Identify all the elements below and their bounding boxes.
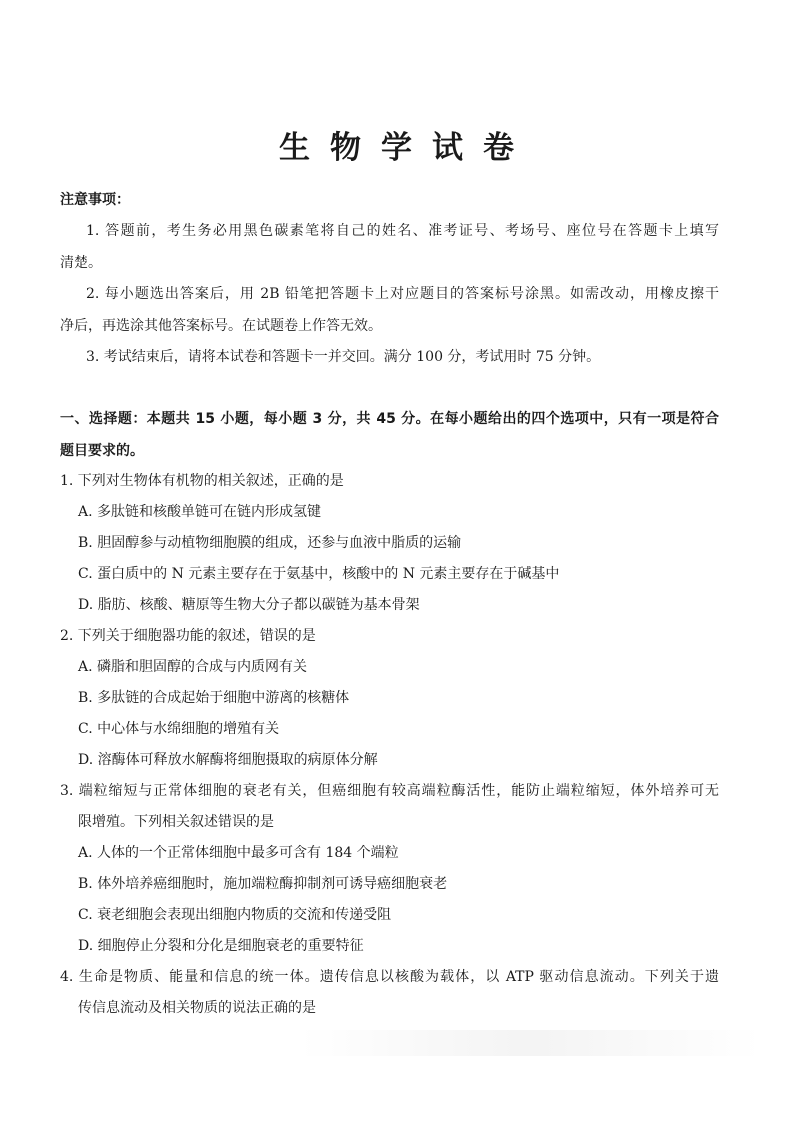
section-heading-cont: 题目要求的。	[60, 443, 144, 459]
question-3-option-b: B. 体外培养癌细胞时，施加端粒酶抑制剂可诱导癌细胞衰老	[78, 876, 448, 892]
question-1-option-d: D. 脂肪、核酸、糖原等生物大分子都以碳链为基本骨架	[78, 597, 420, 613]
exam-title: 生物学试卷	[279, 130, 534, 166]
question-2-option-c: C. 中心体与水绵细胞的增殖有关	[78, 721, 280, 737]
question-2-option-a: A. 磷脂和胆固醇的合成与内质网有关	[78, 659, 308, 675]
question-1-option-b: B. 胆固醇参与动植物细胞膜的组成，还参与血液中脂质的运输	[78, 535, 462, 551]
question-3-stem: 3. 端粒缩短与正常体细胞的衰老有关，但癌细胞有较高端粒酶活性，能防止端粒缩短，体外培养可无	[60, 783, 719, 799]
question-3-option-d: D. 细胞停止分裂和分化是细胞衰老的重要特征	[78, 938, 364, 954]
scan-shadow	[300, 1030, 760, 1056]
question-1-option-c: C. 蛋白质中的 N 元素主要存在于氨基中，核酸中的 N 元素主要存在于碱基中	[78, 566, 560, 582]
notice-heading: 注意事项：	[60, 192, 130, 208]
question-1-option-a: A. 多肽链和核酸单链可在链内形成氢键	[78, 504, 322, 520]
question-2-option-b: B. 多肽链的合成起始于细胞中游离的核糖体	[78, 690, 350, 706]
question-2-option-d: D. 溶酶体可释放水解酶将细胞摄取的病原体分解	[78, 752, 378, 768]
question-2-stem: 2. 下列关于细胞器功能的叙述，错误的是	[60, 628, 316, 644]
question-3-stem-cont: 限增殖。下列相关叙述错误的是	[78, 814, 274, 830]
question-1-stem: 1. 下列对生物体有机物的相关叙述，正确的是	[60, 473, 344, 489]
question-4-stem-cont: 传信息流动及相关物质的说法正确的是	[78, 1000, 316, 1016]
section-heading: 一、选择题：本题共 15 小题，每小题 3 分，共 45 分。在每小题给出的四个选项中，只有一项是符合	[60, 411, 719, 427]
question-3-option-c: C. 衰老细胞会表现出细胞内物质的交流和传递受阻	[78, 907, 392, 923]
question-3-option-a: A. 人体的一个正常体细胞中最多可含有 184 个端粒	[78, 845, 399, 861]
notice-item-2: 2. 每小题选出答案后，用 2B 铅笔把答题卡上对应题目的答案标号涂黑。如需改动，用橡皮擦干	[86, 286, 719, 302]
notice-item-1-cont: 清楚。	[60, 255, 102, 271]
notice-item-3: 3. 考试结束后，请将本试卷和答题卡一并交回。满分 100 分，考试用时 75 分钟。	[86, 349, 601, 365]
notice-item-1: 1. 答题前，考生务必用黑色碳素笔将自己的姓名、准考证号、考场号、座位号在答题卡上填写	[86, 223, 719, 239]
question-4-stem: 4. 生命是物质、能量和信息的统一体。遗传信息以核酸为载体，以 ATP 驱动信息流动。下列关于遗	[60, 969, 719, 985]
notice-item-2-cont: 净后，再选涂其他答案标号。在试题卷上作答无效。	[60, 318, 382, 334]
